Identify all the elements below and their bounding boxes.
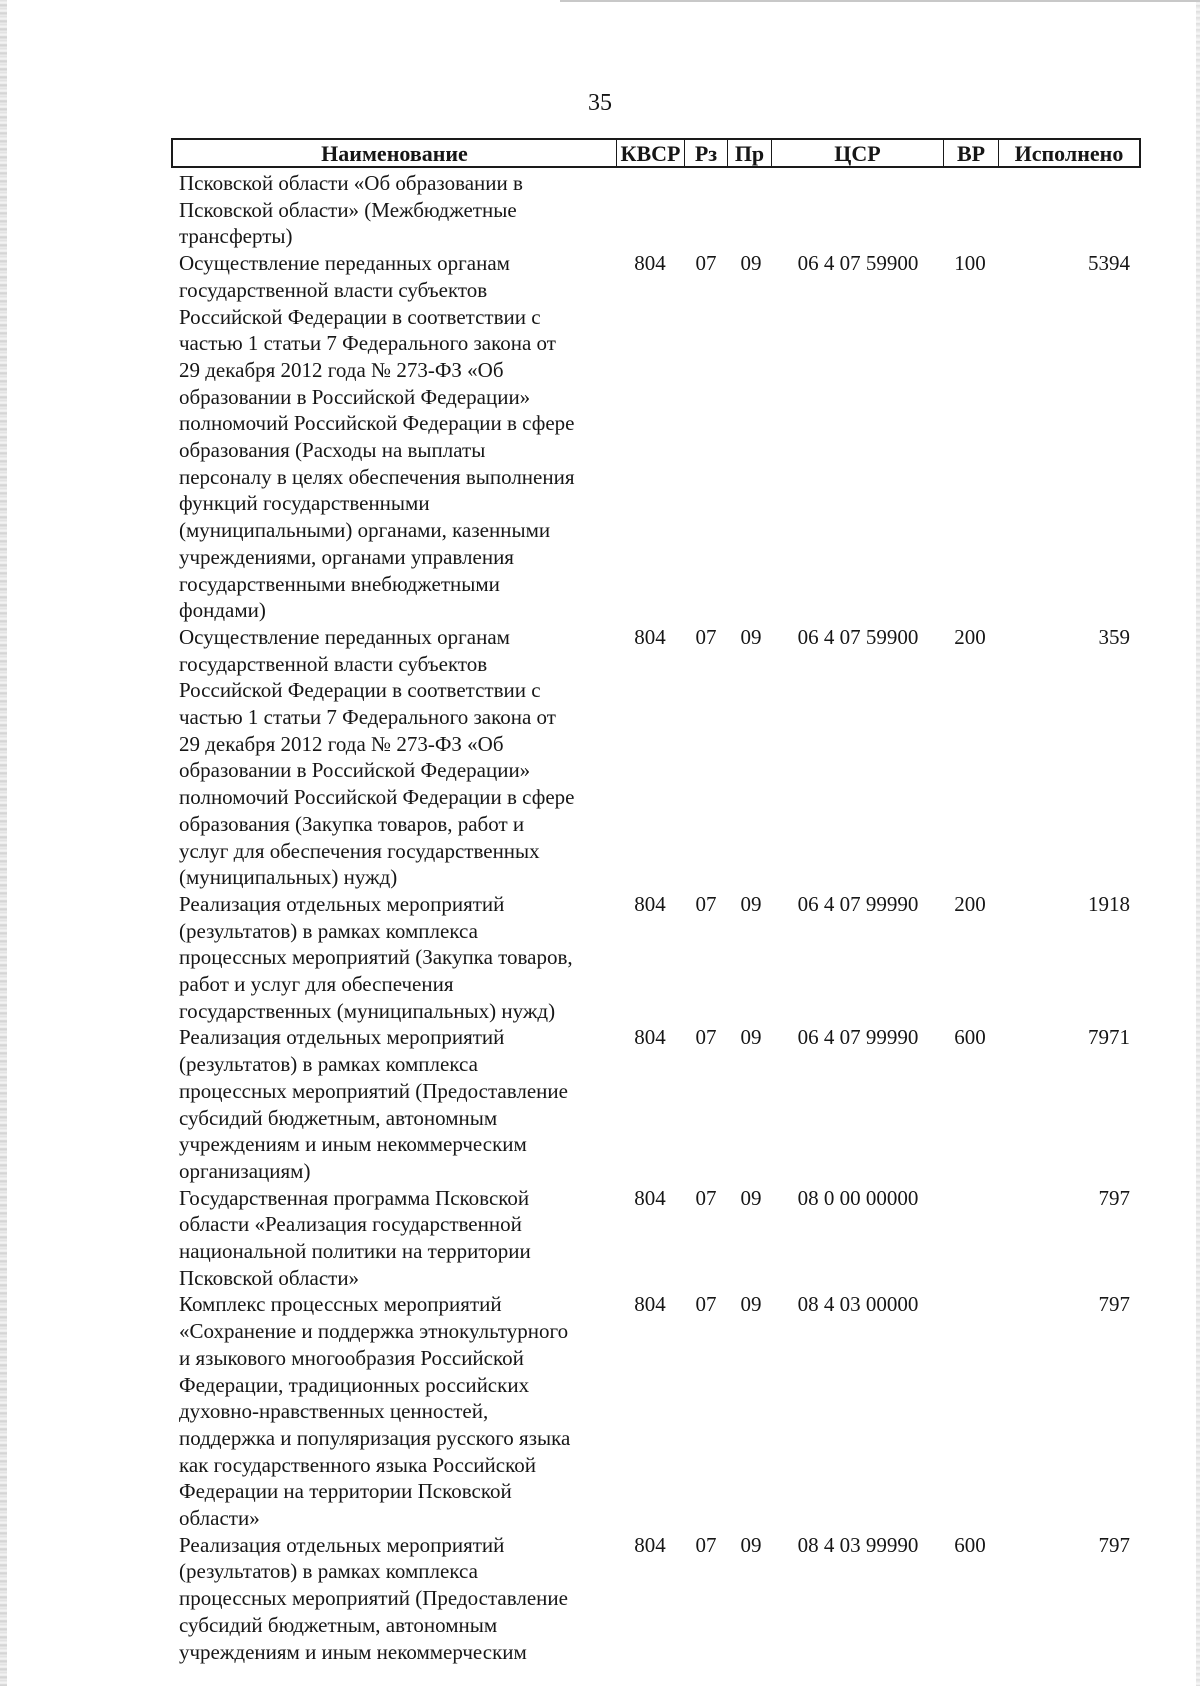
- row-pr: 09: [740, 1025, 762, 1050]
- row-name-line: образования (Закупка товаров, работ и: [179, 811, 525, 836]
- row-amount: 797: [1098, 1532, 1130, 1557]
- row-name-line: Псковской области»: [179, 1265, 360, 1290]
- row-pr: 09: [740, 1185, 762, 1210]
- row-name-line: Псковской области «Об образовании в: [179, 171, 523, 195]
- row-csr: 08 0 00 00000: [797, 1185, 919, 1210]
- row-rz: 07: [695, 624, 717, 649]
- header-amount: Исполнено: [998, 140, 1139, 166]
- header-pr: Пр: [727, 140, 771, 166]
- row-name-line: образовании в Российской Федерации»: [179, 758, 531, 783]
- row-name-line: частью 1 статьи 7 Федерального закона от: [179, 705, 556, 729]
- row-name-line: процессных мероприятий (Закупка товаров,: [179, 945, 573, 970]
- header-vr: ВР: [943, 140, 998, 166]
- row-name-line: частью 1 статьи 7 Федерального закона от: [179, 331, 556, 356]
- row-name-line: субсидий бюджетным, автономным: [179, 1105, 498, 1130]
- table-header: [171, 138, 1141, 168]
- row-kvsr: 804: [634, 1025, 666, 1050]
- row-name: [179, 1291, 599, 1531]
- row-name-line: Реализация отдельных мероприятий: [179, 891, 505, 916]
- row-name-line: работ и услуг для обеспечения: [179, 972, 454, 996]
- row-name-line: функций государственными: [179, 491, 430, 516]
- scan-edge-right: [1196, 0, 1200, 1686]
- row-name-line: полномочий Российской Федерации в сфере: [179, 411, 575, 436]
- row-name-line: субсидий бюджетным, автономным: [179, 1612, 498, 1637]
- row-name: [179, 624, 599, 891]
- row-name-line: (муниципальных) нужд): [179, 865, 398, 890]
- row-rz: 07: [695, 1185, 717, 1210]
- row-name-line: Осуществление переданных органам: [179, 624, 510, 649]
- row-pr: 09: [740, 1532, 762, 1557]
- row-name: [179, 1532, 599, 1666]
- row-pr: 09: [740, 891, 762, 916]
- row-name-line: Реализация отдельных мероприятий: [179, 1532, 505, 1557]
- row-name-line: услуг для обеспечения государственных: [179, 838, 540, 863]
- row-name-line: Псковской области» (Межбюджетные: [179, 197, 517, 222]
- row-csr: 08 4 03 99990: [797, 1532, 919, 1557]
- row-csr: 06 4 07 99990: [797, 891, 919, 916]
- row-name-line: процессных мероприятий (Предоставление: [179, 1586, 568, 1611]
- row-name-line: государственной власти субъектов: [179, 277, 488, 302]
- row-name-line: государственной власти субъектов: [179, 651, 488, 676]
- row-name-line: трансферты): [179, 224, 293, 249]
- row-name-line: образования (Расходы на выплаты: [179, 438, 486, 463]
- row-name-line: 29 декабря 2012 года № 273-ФЗ «Об: [179, 357, 504, 382]
- row-pr: 09: [740, 1292, 762, 1317]
- row-amount: 359: [1098, 624, 1130, 649]
- header-rz: Рз: [684, 140, 727, 166]
- row-name-line: (муниципальными) органами, казенными: [179, 518, 551, 543]
- row-csr: 06 4 07 59900: [797, 251, 919, 276]
- row-name-line: Реализация отдельных мероприятий: [179, 1025, 505, 1050]
- row-name-line: области «Реализация государственной: [179, 1212, 522, 1237]
- row-vr: 600: [954, 1025, 986, 1050]
- row-csr: 08 4 03 00000: [797, 1292, 919, 1317]
- row-kvsr: 804: [634, 1532, 666, 1557]
- row-name-line: фондами): [179, 598, 266, 623]
- row-rz: 07: [695, 891, 717, 916]
- row-name-line: полномочий Российской Федерации в сфере: [179, 785, 575, 810]
- row-name-line: образовании в Российской Федерации»: [179, 384, 531, 409]
- row-vr: 200: [954, 891, 986, 916]
- row-pr: 09: [740, 624, 762, 649]
- row-kvsr: 804: [634, 891, 666, 916]
- row-name-line: (результатов) в рамках комплекса: [179, 1559, 478, 1584]
- row-name: [179, 250, 599, 624]
- row-amount: 7971: [1088, 1025, 1130, 1050]
- header-kvsr: КВСР: [616, 140, 684, 166]
- row-name-line: «Сохранение и поддержка этнокультурного: [179, 1319, 569, 1344]
- row-name-line: процессных мероприятий (Предоставление: [179, 1078, 568, 1103]
- row-csr: 06 4 07 59900: [797, 624, 919, 649]
- row-rz: 07: [695, 1292, 717, 1317]
- row-name: [179, 1185, 599, 1292]
- row-name-line: государственных (муниципальных) нужд): [179, 998, 556, 1023]
- row-kvsr: 804: [634, 251, 666, 276]
- row-name-line: Комплекс процессных мероприятий: [179, 1292, 502, 1317]
- row-name-line: организациям): [179, 1158, 311, 1183]
- scan-edge-left: [0, 0, 7, 1686]
- row-amount: 797: [1098, 1185, 1130, 1210]
- row-name-line: Осуществление переданных органам: [179, 251, 510, 276]
- row-name-line: духовно-нравственных ценностей,: [179, 1399, 489, 1424]
- row-name-line: Федерации, традиционных российских: [179, 1372, 530, 1397]
- row-kvsr: 804: [634, 1292, 666, 1317]
- row-name-line: Российской Федерации в соответствии с: [179, 304, 541, 329]
- row-name-line: учреждениям и иным некоммерческим: [179, 1132, 527, 1157]
- row-name-line: (результатов) в рамках комплекса: [179, 918, 478, 943]
- page-number: 35: [588, 90, 612, 116]
- row-rz: 07: [695, 251, 717, 276]
- row-name-line: поддержка и популяризация русского языка: [179, 1425, 571, 1450]
- row-rz: 07: [695, 1025, 717, 1050]
- row-name-line: Государственная программа Псковской: [179, 1185, 530, 1210]
- row-name: [179, 170, 599, 250]
- row-csr: 06 4 07 99990: [797, 1025, 919, 1050]
- row-name-line: как государственного языка Российской: [179, 1452, 536, 1477]
- row-name: [179, 891, 599, 1025]
- row-pr: 09: [740, 251, 762, 276]
- row-kvsr: 804: [634, 1185, 666, 1210]
- row-name-line: (результатов) в рамках комплекса: [179, 1052, 478, 1077]
- row-amount: 5394: [1088, 251, 1130, 276]
- row-name-line: национальной политики на территории: [179, 1239, 531, 1263]
- header-csr: ЦСР: [771, 140, 943, 166]
- row-name-line: персоналу в целях обеспечения выполнения: [179, 464, 575, 489]
- row-name-line: Российской Федерации в соответствии с: [179, 678, 541, 703]
- row-name-line: 29 декабря 2012 года № 273-ФЗ «Об: [179, 731, 504, 756]
- row-name: [179, 1024, 599, 1184]
- row-amount: 1918: [1088, 891, 1130, 916]
- row-name-line: учреждениям и иным некоммерческим: [179, 1639, 527, 1664]
- row-kvsr: 804: [634, 624, 666, 649]
- header-name: Наименование: [321, 141, 468, 166]
- scan-top-line: [560, 0, 1200, 2]
- row-vr: 600: [954, 1532, 986, 1557]
- row-name-line: государственными внебюджетными: [179, 571, 500, 596]
- row-amount: 797: [1098, 1292, 1130, 1317]
- row-vr: 100: [954, 251, 986, 276]
- row-name-line: области»: [179, 1506, 260, 1531]
- row-name-line: и языкового многообразия Российской: [179, 1345, 524, 1370]
- row-rz: 07: [695, 1532, 717, 1557]
- row-vr: 200: [954, 624, 986, 649]
- row-name-line: Федерации на территории Псковской: [179, 1479, 512, 1504]
- row-name-line: учреждениями, органами управления: [179, 544, 514, 569]
